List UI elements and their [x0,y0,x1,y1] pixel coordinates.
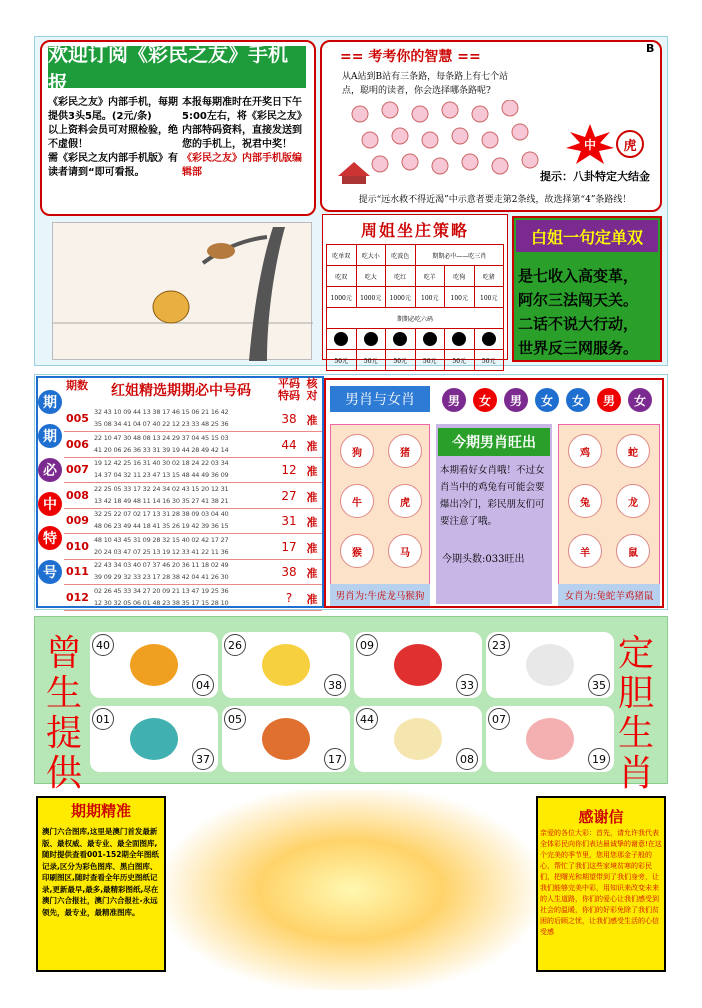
zodiac-number-top: 26 [224,634,246,656]
zodiac-number-top: 40 [92,634,114,656]
vertical-char: 生 [618,713,655,754]
zodiac-number-bottom: 19 [588,748,610,770]
row-check: 准 [306,516,318,529]
money-bag-icon [153,291,189,323]
zhou-cell [327,329,357,350]
number-line: 02 26 45 33 34 27 20 09 21 13 47 19 25 36 [94,586,229,595]
animal-station-icon [392,128,408,144]
zhou-cell: 50元 [356,350,386,371]
row-issue: 008 [66,488,89,502]
check-header: 核对 [306,377,318,402]
row-numbers [94,508,274,532]
quiz-answer: 虎 [616,130,644,158]
zhou-title: 周姐坐庄策略 [360,220,469,240]
row-numbers [94,559,274,583]
row-code: 27 [281,488,297,503]
number-line: 39 09 29 32 33 23 17 28 38 42 04 41 26 30 [94,573,229,581]
gender-badge: 女 [473,388,497,412]
black-dot-icon [452,332,466,346]
row-check: 准 [306,490,318,504]
quiz-corner-label: B [646,42,655,55]
zhou-table [326,244,504,371]
cartoon-image [52,222,312,360]
row-issue: 010 [66,539,89,553]
house-icon [338,162,370,176]
row-numbers [94,406,274,430]
animal-station-icon [382,102,398,118]
thanks-title: 感谢信 [578,808,624,826]
side-circle: 期 [38,424,62,448]
number-line: 12 30 32 05 06 01 48 23 38 35 17 15 28 10 [94,598,229,607]
animal-station-icon [442,102,458,118]
zodiac-animal-icon: 兔 [568,484,602,518]
tiger-icon [130,644,178,686]
animal-station-icon [412,106,428,122]
vertical-char: 供 [46,753,83,794]
animal-station-icon [422,132,438,148]
zodiac-number-top: 07 [488,708,510,730]
row-code: 31 [281,514,297,528]
number-line: 20 24 03 47 07 25 13 19 12 33 41 22 11 36 [94,547,229,556]
today-head: 今期头数:033旺出 [442,554,525,565]
quiz-title: == 考考你的智慧 == [340,49,481,65]
number-line: 41 20 06 26 36 33 31 39 19 44 28 49 42 14 [94,445,229,454]
zodiac-animal-icon: 蛇 [616,434,650,468]
zhou-cell [445,329,475,350]
animal-station-icon [362,132,378,148]
precise-title: 期期精准 [70,802,131,820]
animal-station-icon [352,106,368,122]
row-code: 12 [281,463,297,477]
row-check: 准 [306,567,318,580]
zhou-cell: 50元 [415,350,445,371]
zhou-cell: 吃大小 [356,245,386,266]
house-icon-base [342,176,366,184]
zodiac-number-top: 44 [356,708,378,730]
row-check: 准 [306,541,318,555]
row-code: ? [285,590,293,605]
left-vertical-text [46,634,82,794]
bai-title: 白姐一句定单双 [516,220,658,252]
row-issue: 005 [66,412,89,425]
rooster-icon [394,644,442,686]
zodiac-animal-icon: 马 [388,534,422,568]
row-code: 38 [281,565,297,579]
right-vertical-text [618,634,654,794]
animal-station-icon [502,100,518,116]
zhou-cell: 吃双 [327,266,357,287]
quiz-text: 从A站到B站有三条路，每条路上有七个站点，聪明的读者，你会选择哪条路呢? [342,72,509,96]
row-numbers [94,534,274,558]
zodiac-number-bottom: 04 [192,674,214,696]
subscribe-line: 需《彩民之友内部手机版》有读者请到“即可看报。 [48,153,178,178]
zhou-cell: 1000元 [327,287,357,308]
zodiac-number-bottom: 17 [324,748,346,770]
number-line: 32 43 10 09 44 13 38 17 46 15 06 21 16 42 [94,408,229,416]
zodiac-animal-icon: 龙 [616,484,650,518]
monkey-icon [207,243,235,259]
number-line: 35 08 34 41 04 07 40 22 12 23 33 48 25 36 [94,420,229,428]
row-divider [64,610,322,611]
side-circle: 特 [38,526,62,550]
black-dot-icon [423,332,437,346]
zodiac-animal-icon: 羊 [568,534,602,568]
gender-badge: 男 [597,388,621,412]
row-numbers [94,585,274,609]
hongjie-title: 红姐精选期期必中号码 [111,383,251,399]
zhou-cell: 吃猪 [474,266,504,287]
side-circle: 号 [38,560,62,584]
number-line: 14 37 04 32 11 23 47 13 15 48 44 49 36 09 [94,471,229,479]
zodiac-number-bottom: 33 [456,674,478,696]
thanks-text: 亲爱的各位大彩：首先，请允许我代表全体彩民向你们表达最诚挚的谢意!在这个完美的季节里，您用您那金子般的心，帮忙了我们这些家境贫寒的彩民们，把曙光和期望带到了我们身旁，让我们能够完美中彩，用知识来改变未来的人生道路，你们的爱心让我们感受到社会的温暖，你们的好彩免除了我们贫困的后顾之忧，让我们感受生活的心信受感 [540,829,662,936]
number-line: 32 25 22 07 02 17 13 31 28 38 09 03 04 40 [94,510,229,518]
number-line: 19 12 42 25 16 31 40 30 02 18 24 22 03 34 [94,459,229,467]
zodiac-number-bottom: 35 [588,674,610,696]
zodiac-number-bottom: 37 [192,748,214,770]
zhou-cell: 50元 [327,350,357,371]
zhou-cell: 50元 [474,350,504,371]
zodiac-number-top: 01 [92,708,114,730]
animal-station-icon [512,124,528,140]
zhou-cell [415,329,445,350]
zhou-cell: 100元 [445,287,475,308]
dog-icon [394,718,442,760]
zhou-cell: 吃波色 [386,245,416,266]
animal-station-icon [452,128,468,144]
zodiac-animal-icon: 猪 [388,434,422,468]
bai-line: 世界反三网服务。 [518,339,639,357]
bai-line: 阿尔三法闯天关。 [518,291,639,309]
subscribe-left-text [48,96,178,180]
sun-glow [166,790,536,990]
zhou-cell: 期期必吃六码 [327,308,504,329]
quiz-tip: 提示“远水救不得近渴”中示意者要走第2条线，故选择第“4”条路线！ [358,195,632,205]
subscribe-line: 本报每期准时在开奖日下午5:00左右，将《彩民之友》内部特码资料，直接发送到您的手机上，祝君中奖！ [182,97,307,150]
today-text: 本期看好女肖哦！不过女肖当中的鸡兔有可能会要爆出冷门，彩民朋友们可要注意了哦。 [440,465,545,527]
zodiac-animal-icon: 猴 [340,534,374,568]
vertical-char: 提 [46,713,83,754]
zhou-cell: 吃狗 [445,266,475,287]
black-dot-icon [364,332,378,346]
male-footer: 男肖为:牛虎龙马猴狗 [330,584,430,606]
zodiac-number-top: 23 [488,634,510,656]
gender-badge: 男 [442,388,466,412]
monkey-icon [262,718,310,760]
number-line: 22 43 34 03 40 07 37 46 20 36 11 18 02 49 [94,561,229,569]
gender-badge: 男 [504,388,528,412]
subscribe-title: 欢迎订阅《彩民之友》手机报 [48,46,306,88]
zhou-cell: 吃单双 [327,245,357,266]
row-numbers [94,483,274,507]
row-check: 准 [306,592,318,606]
monkey-tree-illustration [53,223,313,361]
zhou-cell: 1000元 [356,287,386,308]
row-issue: 012 [66,590,89,604]
animal-station-icon [432,158,448,174]
row-code: 17 [281,539,297,554]
female-footer: 女肖为:兔蛇羊鸡猪鼠 [558,584,660,606]
zodiac-animal-icon: 牛 [340,484,374,518]
zhou-cell: 100元 [474,287,504,308]
vertical-char: 生 [46,673,83,714]
subscribe-right-text [182,96,310,180]
vertical-char: 曾 [46,633,83,674]
black-dot-icon [482,332,496,346]
subscribe-line: 《彩民之友》内部手机，每期提供3头5尾。(2元/条) [48,97,178,122]
zhou-cell: 吃羊 [415,266,445,287]
animal-station-icon [462,154,478,170]
zhou-cell: 50元 [445,350,475,371]
code-header: 平码特码 [278,377,300,402]
zhou-cell: 1000元 [386,287,416,308]
today-title: 今期男肖旺出 [438,428,550,456]
number-line: 22 25 05 33 17 32 24 34 02 43 15 20 12 31 [94,484,229,493]
bai-line: 二话不说大行动， [518,315,639,333]
zodiac-animal-icon: 鼠 [616,534,650,568]
animal-station-icon [522,152,538,168]
zhou-cell: 50元 [386,350,416,371]
row-issue: 006 [66,437,89,451]
vertical-char: 肖 [618,753,655,794]
quiz-hint: 提示：八卦特定大结金 [540,170,650,183]
precise-text: 澳门六合图库,这里是澳门首发最新版、最权威、最专业、最全面图库,随时提供查看001-152期全年图纸记录,区分为彩色图库、黑白图库、印刷图区,随时查看全年历史图纸记录,更新最早,最多,最精彩图纸,尽在澳门六合报社，澳门六合报社-永远领先，最专业，最精准图库。 [42,827,159,917]
animal-station-icon [482,132,498,148]
bai-text [518,264,658,360]
row-check: 准 [306,414,318,427]
gender-badge: 女 [566,388,590,412]
zodiac-animal-icon: 狗 [340,434,374,468]
issue-header: 期数 [66,379,88,392]
animal-station-icon [472,106,488,122]
snake-icon [130,718,178,760]
subscribe-editor: 《彩民之友》内部手机版编辑部 [182,153,302,178]
row-code: 44 [281,437,297,452]
number-line: 48 06 23 49 44 18 41 35 26 19 42 39 36 15 [94,522,229,530]
zhou-cell [474,329,504,350]
row-numbers [94,457,274,481]
zhou-cell: 吃大 [356,266,386,287]
gender-title: 男肖与女肖 [330,386,430,412]
animal-station-icon [372,156,388,172]
side-circle: 期 [38,390,62,414]
zodiac-number-top: 05 [224,708,246,730]
zhou-cell: 100元 [415,287,445,308]
row-check: 准 [306,465,318,478]
row-numbers [94,432,274,456]
row-check: 准 [306,439,318,453]
goat-icon [526,644,574,686]
number-line: 22 10 47 30 48 08 13 24 29 37 04 45 15 03 [94,433,229,442]
vertical-char: 定 [618,633,655,674]
black-dot-icon [393,332,407,346]
animal-station-icon [402,154,418,170]
animal-station-icon [492,158,508,174]
number-line: 13 42 18 49 48 11 14 16 30 35 27 41 38 21 [94,496,229,505]
zodiac-number-bottom: 38 [324,674,346,696]
quiz-path-illustration [330,100,560,186]
dragon-icon [262,644,310,686]
tree-trunk [249,227,285,361]
zodiac-animal-icon: 鸡 [568,434,602,468]
gender-badge: 女 [535,388,559,412]
zodiac-number-bottom: 08 [456,748,478,770]
subscribe-line: 以上资料会员可对照检验，绝不虚假！ [48,125,178,150]
row-code: 38 [281,412,297,426]
number-line: 48 10 43 45 31 09 28 32 15 40 02 42 17 27 [94,535,229,544]
bai-line: 是七收入高变革， [518,267,639,285]
side-circle: 中 [38,492,62,516]
row-issue: 009 [66,514,89,527]
row-issue: 007 [66,463,89,476]
black-dot-icon [334,332,348,346]
zhou-cell [386,329,416,350]
row-issue: 011 [66,565,89,578]
zodiac-animal-icon: 虎 [388,484,422,518]
gender-badge: 女 [628,388,652,412]
zhou-cell: 期期必中——吃三肖 [415,245,504,266]
pig-icon [526,718,574,760]
zhou-cell [356,329,386,350]
vertical-char: 胆 [618,673,655,714]
zodiac-number-top: 09 [356,634,378,656]
zhou-cell: 吃红 [386,266,416,287]
side-circle: 必 [38,458,62,482]
quiz-zhong-label: 中 [583,137,596,152]
